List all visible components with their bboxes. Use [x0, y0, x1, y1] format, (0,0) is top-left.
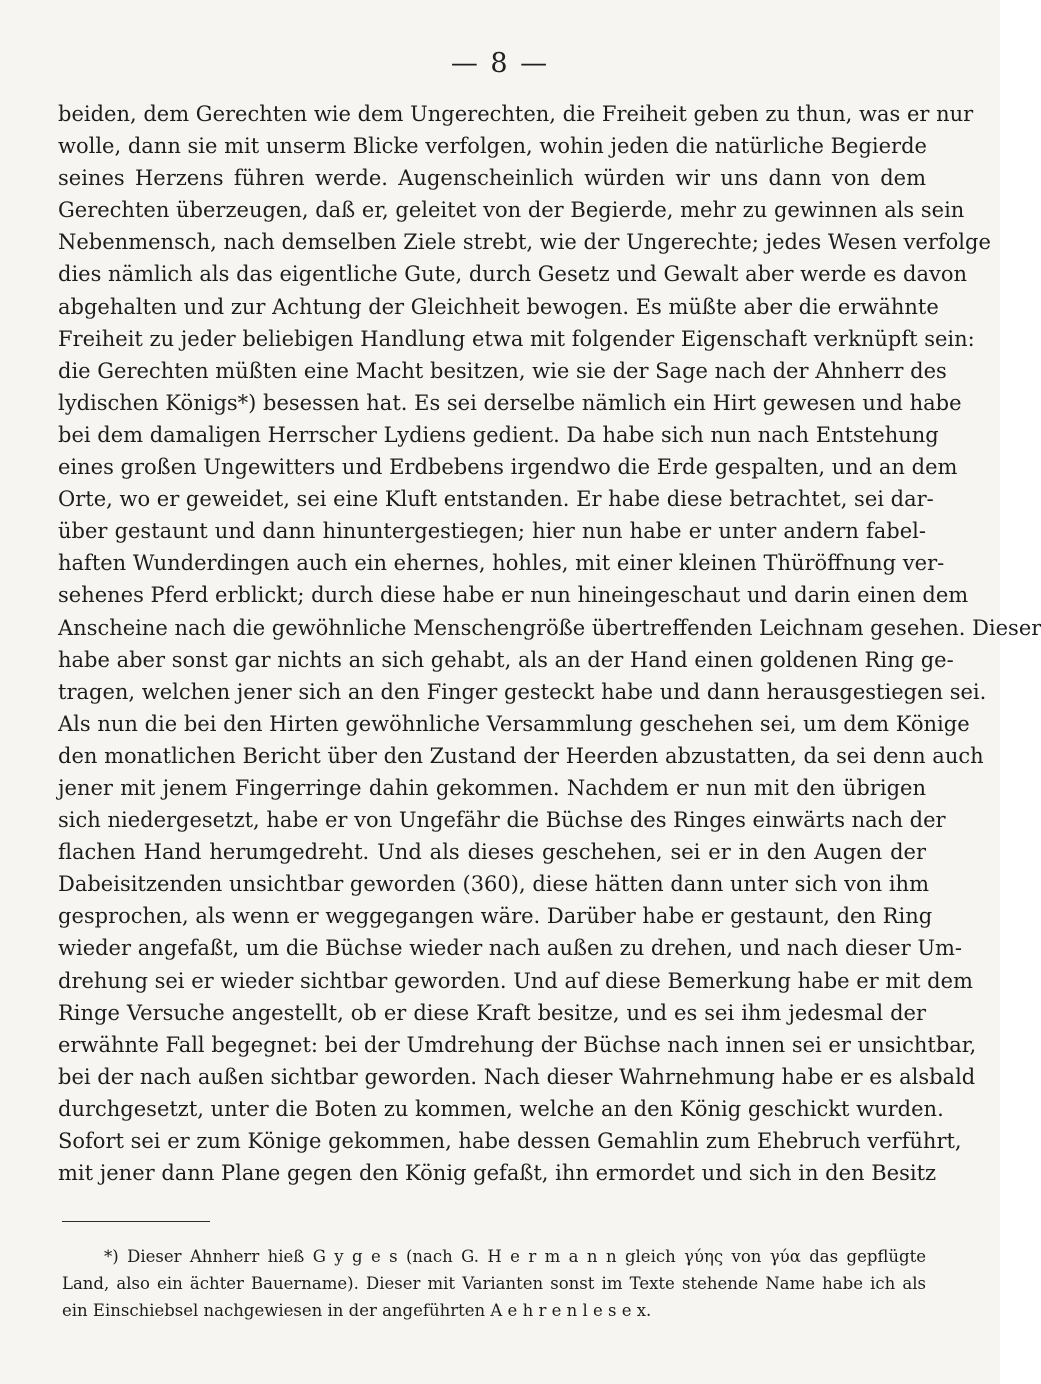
text-line: dies nämlich als das eigentliche Gute, durch Gesetz und Gewalt aber werde es davon — [58, 262, 968, 287]
text-line: die Gerechten müßten eine Macht besitzen, wie sie der Sage nach der Ahnherr des — [58, 358, 947, 383]
text-line: Ringe Versuche angestellt, ob er diese Kraft besitze, und es sei ihm jedesmal der — [58, 1000, 926, 1025]
page-number: — 8 — — [450, 48, 550, 79]
text-line: gesprochen, als wenn er weggegangen wäre. Darüber habe er gestaunt, den Ring — [58, 904, 933, 929]
text-line: bei dem damaligen Herrscher Lydiens gedient. Da habe sich nun nach Entstehung — [58, 422, 939, 447]
text-line: eines großen Ungewitters und Erdbebens irgendwo die Erde gespalten, und an dem — [58, 455, 958, 480]
text-line: erwähnte Fall begegnet: bei der Umdrehung der Büchse nach innen sei er unsichtbar, — [58, 1032, 977, 1057]
text-line: Orte, wo er geweidet, sei eine Kluft entstanden. Er habe diese betrachtet, sei dar- — [58, 487, 934, 512]
text-line: sich niedergesetzt, habe er von Ungefähr die Büchse des Ringes einwärts nach der — [58, 808, 946, 833]
text-line: Sofort sei er zum Könige gekommen, habe dessen Gemahlin zum Ehebruch verführt, — [58, 1129, 962, 1153]
text-line: Dabeisitzenden unsichtbar geworden (360), diese hätten dann unter sich von ihm — [58, 872, 929, 897]
footnote-line: Land, also ein ächter Bauername). Dieser mit Varianten sonst im Texte stehende Name habe ich als — [62, 1274, 926, 1293]
text-line: habe aber sonst gar nichts an sich gehabt, als an der Hand einen goldenen Ring ge- — [58, 647, 954, 672]
footnote-divider — [62, 1221, 210, 1222]
text-line: jener mit jenem Fingerringe dahin gekommen. Nachdem er nun mit den übrigen — [58, 775, 926, 800]
text-line: drehung sei er wieder sichtbar geworden. Und auf diese Bemerkung habe er mit dem — [58, 968, 973, 993]
text-line: Nebenmensch, nach demselben Ziele strebt, wie der Ungerechte; jedes Wesen verfolge — [58, 230, 991, 255]
body-text — [58, 98, 1041, 1189]
text-line: mit jener dann Plane gegen den König gefaßt, ihn ermordet und sich in den Besitz — [58, 1161, 937, 1186]
text-line: haften Wunderdingen auch ein ehernes, hohles, mit einer kleinen Thüröffnung ver- — [58, 551, 945, 576]
text-line: Gerechten überzeugen, daß er, geleitet von der Begierde, mehr zu gewinnen als sein — [58, 198, 965, 223]
text-line: den monatlichen Bericht über den Zustand der Heerden abzustatten, da sei denn auch — [58, 743, 984, 768]
text-line: beiden, dem Gerechten wie dem Ungerechten, die Freiheit geben zu thun, was er nur — [58, 102, 974, 126]
text-line: sehenes Pferd erblickt; durch diese habe er nun hineingeschaut und darin einen dem — [58, 583, 969, 608]
text-line: Freiheit zu jeder beliebigen Handlung etwa mit folgender Eigenschaft verknüpft sein: — [58, 326, 975, 351]
footnote-line: *) Dieser Ahnherr hieß G y g e s (nach G. H e r m a n n gleich γύης von γύα das gepflügte — [104, 1247, 926, 1266]
footnote-line: ein Einschiebsel nachgewiesen in der angeführten A e h r e n l e s e x. — [62, 1301, 652, 1320]
text-line: tragen, welchen jener sich an den Finger gesteckt habe und dann herausgestiegen sei. — [58, 679, 987, 704]
text-line: über gestaunt und dann hinuntergestiegen; hier nun habe er unter andern fabel- — [58, 519, 926, 544]
text-line: abgehalten und zur Achtung der Gleichheit bewogen. Es müßte aber die erwähnte — [58, 294, 939, 319]
text-line: Als nun die bei den Hirten gewöhnliche Versammlung geschehen sei, um dem Könige — [58, 711, 970, 736]
text-line: durchgesetzt, unter die Boten zu kommen, welche an den König geschickt wurden. — [58, 1096, 944, 1121]
text-line: flachen Hand herumgedreht. Und als dieses geschehen, sei er in den Augen der — [58, 840, 926, 865]
footnotes — [62, 1243, 926, 1324]
text-line: wolle, dann sie mit unserm Blicke verfolgen, wohin jeden die natürliche Begierde — [58, 134, 927, 159]
text-line: Anscheine nach die gewöhnliche Menschengröße übertreffenden Leichnam gesehen. Dieser — [58, 615, 1041, 640]
text-line: lydischen Königs*) besessen hat. Es sei derselbe nämlich ein Hirt gewesen und habe — [58, 390, 962, 415]
text-line: bei der nach außen sichtbar geworden. Nach dieser Wahrnehmung habe er es alsbald — [58, 1064, 976, 1089]
text-line: seines Herzens führen werde. Augenscheinlich würden wir uns dann von dem — [58, 166, 926, 191]
text-line: wieder angefaßt, um die Büchse wieder nach außen zu drehen, und nach dieser Um- — [58, 936, 963, 961]
